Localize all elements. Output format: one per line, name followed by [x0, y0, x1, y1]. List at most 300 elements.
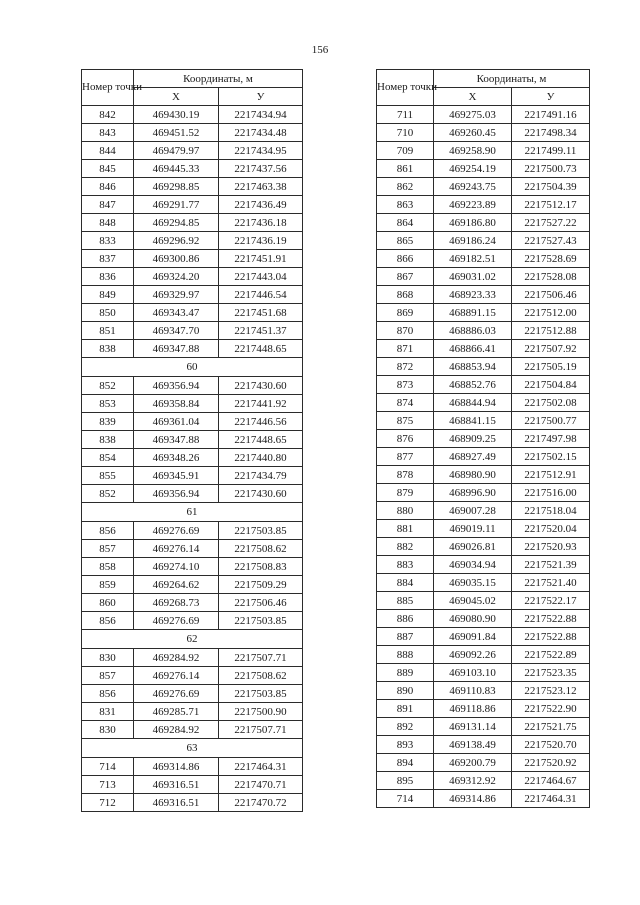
x-cell: 469274.10	[134, 558, 219, 576]
table-row	[377, 520, 590, 538]
y-cell: 2217497.98	[512, 430, 590, 448]
y-cell: 2217502.08	[512, 394, 590, 412]
table-row	[82, 413, 303, 431]
table-row	[82, 794, 303, 812]
x-cell: 469356.94	[134, 377, 219, 395]
point-number-cell: 861	[377, 160, 434, 178]
point-number-cell: 837	[82, 250, 134, 268]
x-cell: 468844.94	[434, 394, 512, 412]
x-cell: 469316.51	[134, 776, 219, 794]
y-cell: 2217448.65	[219, 431, 303, 449]
x-cell: 469347.70	[134, 322, 219, 340]
point-number-cell: 877	[377, 448, 434, 466]
y-cell: 2217503.85	[219, 612, 303, 630]
x-cell: 468891.15	[434, 304, 512, 322]
group-row	[82, 503, 303, 522]
point-number-cell: 844	[82, 142, 134, 160]
x-cell: 469298.85	[134, 178, 219, 196]
table-row	[82, 322, 303, 340]
y-cell: 2217507.92	[512, 340, 590, 358]
y-cell: 2217523.35	[512, 664, 590, 682]
group-number: 61	[82, 503, 303, 522]
table-row	[377, 322, 590, 340]
table-row	[377, 340, 590, 358]
point-number-cell: 880	[377, 502, 434, 520]
y-cell: 2217522.89	[512, 646, 590, 664]
table-row	[377, 466, 590, 484]
x-cell: 468996.90	[434, 484, 512, 502]
table-row	[377, 736, 590, 754]
point-number-cell: 885	[377, 592, 434, 610]
y-cell: 2217504.84	[512, 376, 590, 394]
point-number-cell: 830	[82, 721, 134, 739]
point-number-cell: 856	[82, 612, 134, 630]
x-cell: 469031.02	[434, 268, 512, 286]
x-cell: 469268.73	[134, 594, 219, 612]
y-cell: 2217502.15	[512, 448, 590, 466]
y-cell: 2217504.39	[512, 178, 590, 196]
point-number-cell: 842	[82, 106, 134, 124]
table-row	[82, 721, 303, 739]
table-row	[377, 250, 590, 268]
y-cell: 2217528.08	[512, 268, 590, 286]
point-number-cell: 862	[377, 178, 434, 196]
x-cell: 469276.14	[134, 540, 219, 558]
point-number-cell: 870	[377, 322, 434, 340]
x-cell: 469138.49	[434, 736, 512, 754]
x-cell: 469103.10	[434, 664, 512, 682]
table-row	[82, 467, 303, 485]
x-cell: 469091.84	[434, 628, 512, 646]
x-cell: 469345.91	[134, 467, 219, 485]
table-row	[82, 340, 303, 358]
point-number-cell: 882	[377, 538, 434, 556]
header-y: У	[219, 88, 303, 106]
x-cell: 468852.76	[434, 376, 512, 394]
x-cell: 469045.02	[434, 592, 512, 610]
page-number: 156	[311, 44, 329, 56]
y-cell: 2217434.48	[219, 124, 303, 142]
table-row	[82, 106, 303, 124]
table-row	[82, 214, 303, 232]
table-row	[377, 376, 590, 394]
point-number-cell: 709	[377, 142, 434, 160]
x-cell: 469451.52	[134, 124, 219, 142]
table-row	[82, 685, 303, 703]
table-row	[377, 268, 590, 286]
y-cell: 2217434.79	[219, 467, 303, 485]
x-cell: 469430.19	[134, 106, 219, 124]
y-cell: 2217443.04	[219, 268, 303, 286]
x-cell: 469223.89	[434, 196, 512, 214]
table-row	[82, 250, 303, 268]
point-number-cell: 876	[377, 430, 434, 448]
x-cell: 468927.49	[434, 448, 512, 466]
header-coordinates: Координаты, м	[434, 70, 590, 88]
table-row	[377, 196, 590, 214]
table-row	[377, 106, 590, 124]
point-number-cell: 849	[82, 286, 134, 304]
y-cell: 2217500.73	[512, 160, 590, 178]
point-number-cell: 859	[82, 576, 134, 594]
table-row	[377, 538, 590, 556]
y-cell: 2217470.71	[219, 776, 303, 794]
point-number-cell: 838	[82, 340, 134, 358]
point-number-cell: 864	[377, 214, 434, 232]
x-cell: 468909.25	[434, 430, 512, 448]
y-cell: 2217446.56	[219, 413, 303, 431]
table-row	[377, 430, 590, 448]
group-number: 62	[82, 630, 303, 649]
point-number-cell: 874	[377, 394, 434, 412]
table-row	[377, 556, 590, 574]
x-cell: 469285.71	[134, 703, 219, 721]
x-cell: 469479.97	[134, 142, 219, 160]
x-cell: 469110.83	[434, 682, 512, 700]
x-cell: 469019.11	[434, 520, 512, 538]
point-number-cell: 856	[82, 685, 134, 703]
y-cell: 2217491.16	[512, 106, 590, 124]
y-cell: 2217520.04	[512, 520, 590, 538]
x-cell: 469347.88	[134, 340, 219, 358]
y-cell: 2217520.92	[512, 754, 590, 772]
point-number-cell: 712	[82, 794, 134, 812]
x-cell: 469276.69	[134, 612, 219, 630]
y-cell: 2217506.46	[512, 286, 590, 304]
x-cell: 469296.92	[134, 232, 219, 250]
x-cell: 469007.28	[434, 502, 512, 520]
table-row	[82, 232, 303, 250]
point-number-cell: 846	[82, 178, 134, 196]
point-number-cell: 873	[377, 376, 434, 394]
point-number-cell: 857	[82, 667, 134, 685]
y-cell: 2217512.88	[512, 322, 590, 340]
x-cell: 469276.69	[134, 685, 219, 703]
y-cell: 2217499.11	[512, 142, 590, 160]
table-row	[377, 790, 590, 808]
table-row	[82, 304, 303, 322]
x-cell: 469200.79	[434, 754, 512, 772]
x-cell: 469291.77	[134, 196, 219, 214]
x-cell: 469118.86	[434, 700, 512, 718]
table-row	[377, 232, 590, 250]
y-cell: 2217464.31	[512, 790, 590, 808]
y-cell: 2217436.49	[219, 196, 303, 214]
table-row	[82, 703, 303, 721]
table-row	[377, 682, 590, 700]
x-cell: 469186.24	[434, 232, 512, 250]
point-number-cell: 863	[377, 196, 434, 214]
table-row	[82, 268, 303, 286]
table-row	[377, 610, 590, 628]
point-number-cell: 853	[82, 395, 134, 413]
point-number-cell: 851	[82, 322, 134, 340]
table-row	[82, 612, 303, 630]
x-cell: 469356.94	[134, 485, 219, 503]
y-cell: 2217500.90	[219, 703, 303, 721]
point-number-cell: 848	[82, 214, 134, 232]
x-cell: 469348.26	[134, 449, 219, 467]
y-cell: 2217446.54	[219, 286, 303, 304]
x-cell: 468923.33	[434, 286, 512, 304]
table-row	[82, 558, 303, 576]
y-cell: 2217498.34	[512, 124, 590, 142]
table-row	[377, 484, 590, 502]
point-number-cell: 890	[377, 682, 434, 700]
y-cell: 2217521.40	[512, 574, 590, 592]
table-row	[82, 758, 303, 776]
table-row	[377, 358, 590, 376]
table-row	[82, 540, 303, 558]
point-number-cell: 872	[377, 358, 434, 376]
point-number-cell: 891	[377, 700, 434, 718]
table-row	[82, 124, 303, 142]
y-cell: 2217448.65	[219, 340, 303, 358]
point-number-cell: 710	[377, 124, 434, 142]
x-cell: 469035.15	[434, 574, 512, 592]
y-cell: 2217500.77	[512, 412, 590, 430]
table-row	[82, 776, 303, 794]
y-cell: 2217512.17	[512, 196, 590, 214]
table-row	[82, 377, 303, 395]
header-coordinates: Координаты, м	[134, 70, 303, 88]
table-row	[82, 485, 303, 503]
x-cell: 469347.88	[134, 431, 219, 449]
group-row	[82, 739, 303, 758]
point-number-cell: 852	[82, 377, 134, 395]
table-row	[377, 664, 590, 682]
x-cell: 468866.41	[434, 340, 512, 358]
y-cell: 2217522.88	[512, 628, 590, 646]
point-number-cell: 888	[377, 646, 434, 664]
y-cell: 2217512.00	[512, 304, 590, 322]
x-cell: 469275.03	[434, 106, 512, 124]
table-row	[82, 649, 303, 667]
x-cell: 469131.14	[434, 718, 512, 736]
y-cell: 2217434.95	[219, 142, 303, 160]
point-number-cell: 857	[82, 540, 134, 558]
point-number-cell: 883	[377, 556, 434, 574]
table-row	[377, 214, 590, 232]
table-row	[377, 304, 590, 322]
y-cell: 2217503.85	[219, 522, 303, 540]
x-cell: 469300.86	[134, 250, 219, 268]
point-number-cell: 881	[377, 520, 434, 538]
point-number-cell: 830	[82, 649, 134, 667]
table-row	[377, 574, 590, 592]
table-body-left	[82, 106, 303, 812]
point-number-cell: 836	[82, 268, 134, 286]
y-cell: 2217527.43	[512, 232, 590, 250]
x-cell: 469284.92	[134, 649, 219, 667]
y-cell: 2217436.19	[219, 232, 303, 250]
x-cell: 468886.03	[434, 322, 512, 340]
point-number-cell: 860	[82, 594, 134, 612]
x-cell: 468853.94	[434, 358, 512, 376]
point-number-cell: 875	[377, 412, 434, 430]
table-row	[377, 628, 590, 646]
table-row	[82, 667, 303, 685]
x-cell: 469314.86	[134, 758, 219, 776]
y-cell: 2217437.56	[219, 160, 303, 178]
y-cell: 2217520.93	[512, 538, 590, 556]
point-number-cell: 855	[82, 467, 134, 485]
point-number-cell: 833	[82, 232, 134, 250]
point-number-cell: 838	[82, 431, 134, 449]
x-cell: 469314.86	[434, 790, 512, 808]
x-cell: 469034.94	[434, 556, 512, 574]
group-number: 60	[82, 358, 303, 377]
table-row	[377, 754, 590, 772]
coordinates-table-left	[81, 69, 303, 812]
table-row	[82, 286, 303, 304]
y-cell: 2217440.80	[219, 449, 303, 467]
point-number-cell: 884	[377, 574, 434, 592]
table-row	[377, 160, 590, 178]
table-row	[377, 142, 590, 160]
x-cell: 469445.33	[134, 160, 219, 178]
group-row	[82, 358, 303, 377]
y-cell: 2217520.70	[512, 736, 590, 754]
y-cell: 2217508.83	[219, 558, 303, 576]
x-cell: 469258.90	[434, 142, 512, 160]
table-row	[82, 594, 303, 612]
table-row	[377, 124, 590, 142]
table-row	[377, 394, 590, 412]
point-number-cell: 713	[82, 776, 134, 794]
y-cell: 2217436.18	[219, 214, 303, 232]
table-row	[377, 718, 590, 736]
x-cell: 469254.19	[434, 160, 512, 178]
x-cell: 469316.51	[134, 794, 219, 812]
y-cell: 2217464.67	[512, 772, 590, 790]
table-row	[82, 160, 303, 178]
header-point-number: Номер точки	[377, 70, 434, 106]
x-cell: 469080.90	[434, 610, 512, 628]
table-row	[377, 286, 590, 304]
table-row	[82, 178, 303, 196]
x-cell: 469294.85	[134, 214, 219, 232]
y-cell: 2217521.75	[512, 718, 590, 736]
header-x: X	[434, 88, 512, 106]
point-number-cell: 869	[377, 304, 434, 322]
y-cell: 2217528.69	[512, 250, 590, 268]
y-cell: 2217463.38	[219, 178, 303, 196]
x-cell: 468841.15	[434, 412, 512, 430]
point-number-cell: 847	[82, 196, 134, 214]
y-cell: 2217507.71	[219, 649, 303, 667]
point-number-cell: 892	[377, 718, 434, 736]
point-number-cell: 865	[377, 232, 434, 250]
y-cell: 2217506.46	[219, 594, 303, 612]
point-number-cell: 886	[377, 610, 434, 628]
table-row	[82, 395, 303, 413]
point-number-cell: 852	[82, 485, 134, 503]
x-cell: 469276.69	[134, 522, 219, 540]
table-row	[377, 502, 590, 520]
table-body-right	[377, 106, 590, 808]
point-number-cell: 878	[377, 466, 434, 484]
x-cell: 469329.97	[134, 286, 219, 304]
point-number-cell: 839	[82, 413, 134, 431]
x-cell: 469092.26	[434, 646, 512, 664]
x-cell: 469284.92	[134, 721, 219, 739]
x-cell: 469276.14	[134, 667, 219, 685]
y-cell: 2217508.62	[219, 540, 303, 558]
y-cell: 2217430.60	[219, 485, 303, 503]
table-row	[82, 449, 303, 467]
point-number-cell: 889	[377, 664, 434, 682]
point-number-cell: 893	[377, 736, 434, 754]
header-point-number: Номер точки	[82, 70, 134, 106]
y-cell: 2217434.94	[219, 106, 303, 124]
y-cell: 2217451.37	[219, 322, 303, 340]
point-number-cell: 871	[377, 340, 434, 358]
table-row	[82, 522, 303, 540]
point-number-cell: 868	[377, 286, 434, 304]
table-row	[377, 412, 590, 430]
point-number-cell: 714	[377, 790, 434, 808]
table-row	[377, 772, 590, 790]
x-cell: 469026.81	[434, 538, 512, 556]
x-cell: 469243.75	[434, 178, 512, 196]
y-cell: 2217470.72	[219, 794, 303, 812]
x-cell: 469358.84	[134, 395, 219, 413]
y-cell: 2217464.31	[219, 758, 303, 776]
point-number-cell: 831	[82, 703, 134, 721]
point-number-cell: 856	[82, 522, 134, 540]
y-cell: 2217508.62	[219, 667, 303, 685]
table-row	[377, 646, 590, 664]
point-number-cell: 711	[377, 106, 434, 124]
y-cell: 2217503.85	[219, 685, 303, 703]
y-cell: 2217512.91	[512, 466, 590, 484]
x-cell: 469361.04	[134, 413, 219, 431]
table-row	[377, 448, 590, 466]
y-cell: 2217522.90	[512, 700, 590, 718]
point-number-cell: 867	[377, 268, 434, 286]
header-x: X	[134, 88, 219, 106]
y-cell: 2217516.00	[512, 484, 590, 502]
y-cell: 2217522.17	[512, 592, 590, 610]
y-cell: 2217441.92	[219, 395, 303, 413]
x-cell: 469186.80	[434, 214, 512, 232]
point-number-cell: 845	[82, 160, 134, 178]
point-number-cell: 894	[377, 754, 434, 772]
y-cell: 2217518.04	[512, 502, 590, 520]
point-number-cell: 843	[82, 124, 134, 142]
x-cell: 469324.20	[134, 268, 219, 286]
point-number-cell: 895	[377, 772, 434, 790]
point-number-cell: 714	[82, 758, 134, 776]
y-cell: 2217521.39	[512, 556, 590, 574]
group-number: 63	[82, 739, 303, 758]
point-number-cell: 866	[377, 250, 434, 268]
x-cell: 468980.90	[434, 466, 512, 484]
table-row	[82, 576, 303, 594]
point-number-cell: 854	[82, 449, 134, 467]
group-row	[82, 630, 303, 649]
y-cell: 2217451.68	[219, 304, 303, 322]
table-row	[377, 178, 590, 196]
y-cell: 2217523.12	[512, 682, 590, 700]
table-row	[82, 142, 303, 160]
table-row	[377, 592, 590, 610]
coordinates-table-right	[376, 69, 590, 808]
table-row	[82, 431, 303, 449]
y-cell: 2217430.60	[219, 377, 303, 395]
y-cell: 2217507.71	[219, 721, 303, 739]
